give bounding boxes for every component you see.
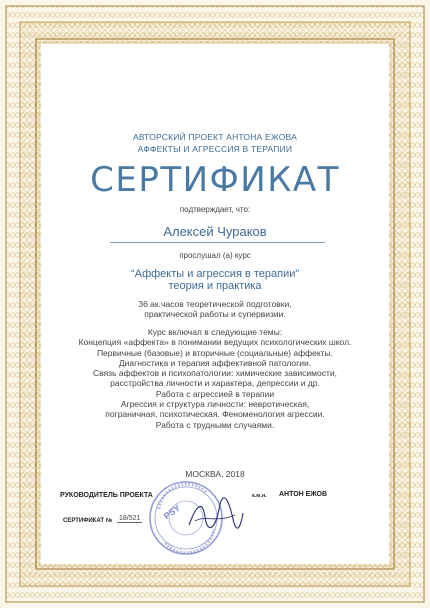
course-topics bbox=[41, 327, 389, 430]
signer-name: АНТОН ЕЖОВ bbox=[279, 491, 328, 498]
hours-line: 36 ак.часов теоретической подготовки, bbox=[138, 299, 292, 309]
project-heading bbox=[41, 131, 389, 155]
course-title bbox=[41, 268, 389, 292]
seal-stamp-mark: PSY bbox=[161, 502, 183, 522]
course-hours bbox=[41, 299, 389, 319]
certificate-number: 18/521 bbox=[119, 515, 141, 522]
signature-icon bbox=[185, 495, 245, 535]
topic-line: Первичные (базовые) и вторичные (социальные) аффекты. bbox=[96, 347, 334, 358]
city-year: МОСКВА, 2018 bbox=[185, 469, 245, 479]
course-line: теория и практика bbox=[168, 280, 262, 292]
topic-line: Курс включал в следующие темы: bbox=[147, 327, 283, 337]
project-line: АВТОРСКИЙ ПРОЕКТ АНТОНА ЕЖОВА bbox=[132, 132, 297, 142]
topic-line: Агрессия и структура личности: невротическая, bbox=[120, 399, 310, 410]
director-label: РУКОВОДИТЕЛЬ ПРОЕКТА bbox=[60, 492, 153, 499]
hours-line: практической работы и супервизии. bbox=[144, 309, 286, 319]
topic-line: Концепция «аффекта» в понимании ведущих психологических школ. bbox=[78, 337, 352, 348]
recipient-name: Алексей Чураков bbox=[163, 224, 267, 239]
topic-line: расстройства личности и характера, депрессии и др. bbox=[110, 378, 320, 389]
topic-line: пограничная, психотическая. Феноменология агрессии. bbox=[105, 409, 325, 420]
topic-line: Работа с трудными случаями. bbox=[155, 419, 275, 430]
topic-line: Связь аффектов и психопатологии: химические зависимости, bbox=[93, 368, 337, 379]
certificate-number-label: СЕРТИФИКАТ № bbox=[63, 518, 113, 524]
confirms-text: подтверждает, что: bbox=[179, 205, 251, 214]
listened-text: прослушал (а) курс bbox=[179, 251, 251, 260]
course-line: “Аффекты и агрессия в терапии” bbox=[130, 268, 300, 280]
topic-line: Работа с агрессией в терапии bbox=[155, 388, 275, 399]
signer-degree: к.м.н. bbox=[252, 493, 267, 499]
certificate-title: СЕРТИФИКАТ bbox=[90, 160, 340, 200]
recipient-underline bbox=[110, 242, 325, 243]
topic-line: Диагностика и терапия аффективной патологии. bbox=[118, 357, 312, 368]
project-line: АФФЕКТЫ И АГРЕССИЯ В ТЕРАПИИ bbox=[137, 144, 293, 154]
